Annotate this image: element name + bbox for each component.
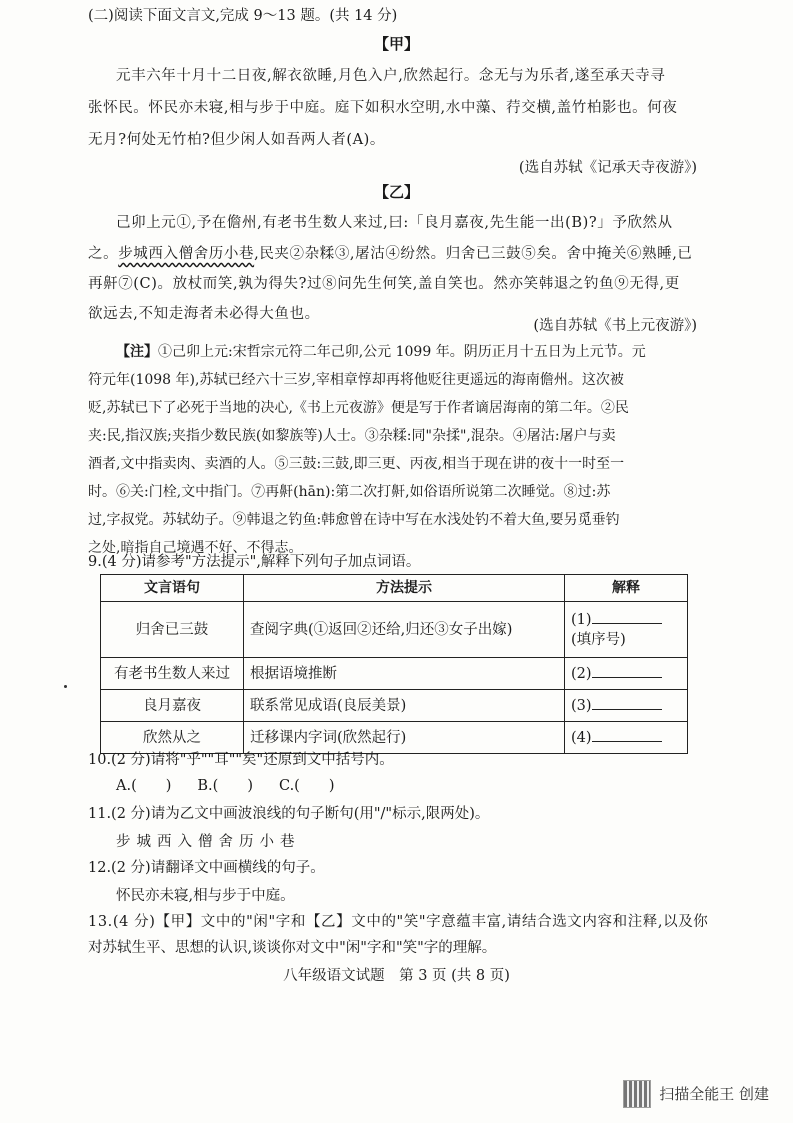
table-row — [101, 690, 688, 722]
q9-header-row — [101, 575, 688, 602]
q10-options — [116, 772, 361, 800]
q9-header-answer: 解释 — [565, 575, 688, 602]
answer-blank[interactable] — [592, 727, 662, 742]
q9-hint-1: 查阅字典(①返回②还给,归还③女子出嫁) — [244, 602, 565, 658]
q9-hint-4: 迁移课内字词(欣然起行) — [244, 722, 565, 754]
q9-answer-3-label: (3) — [571, 698, 592, 714]
page-footer: 八年级语文试题 第 3 页 (共 8 页) — [283, 968, 510, 984]
yi-line-2 — [88, 240, 693, 268]
yi-line-1: 己卯上元①,予在儋州,有老书生数人来过,曰:「良月嘉夜,先生能一出(B)?」予欣然从 — [116, 215, 673, 231]
passage-yi-mark: 【乙】 — [373, 183, 419, 201]
passage-jia-mark: 【甲】 — [373, 35, 419, 53]
yi-line-2-end: ,民夹②杂糅③,屠沽④纷然。归舍已三鼓⑤矣。舍中掩关⑥熟睡,已 — [254, 246, 693, 262]
notes-line-6: 时。⑥关:门栓,文中指门。⑦再鼾(hān):第二次打鼾,如俗语所说第二次睡觉。⑧过:苏 — [88, 484, 611, 500]
q11-sentence[interactable]: 步城西入僧舍历小巷 — [116, 834, 301, 850]
q10-stem: 10.(2 分)请将"乎""耳""矣"还原到文中括号内。 — [88, 752, 394, 768]
q13-line-2: 对苏轼生平、思想的认识,谈谈你对文中"闲"字和"笑"字的理解。 — [88, 940, 497, 956]
yi-line-3: 再鼾⑦(C)。放杖而笑,孰为得失?过⑧问先生何笑,盖自笑也。然亦笑韩退之钓鱼⑨无得,更 — [88, 276, 680, 292]
notes-line-2: 符元年(1098 年),苏轼已经六十三岁,宰相章惇却再将他贬往更遥远的海南儋州。这次被 — [88, 372, 624, 388]
table-row — [101, 658, 688, 690]
q9-answer-1-label: (1) — [571, 612, 592, 628]
notes-label: 【注】 — [116, 344, 158, 360]
notes-line-4: 夹:民,指汉族;夹指少数民族(如黎族等)人士。③杂糅:同"杂揉",混杂。④屠沽:屠户与卖 — [88, 428, 616, 444]
q9-answer-2-label: (2) — [571, 666, 592, 682]
answer-blank[interactable] — [592, 663, 662, 678]
yi-line-2-start: 之。 — [88, 246, 119, 262]
notes-line-3: 贬,苏轼已下了必死于当地的决心,《书上元夜游》便是写于作者谪居海南的第二年。②民 — [88, 400, 629, 416]
q10-option-a[interactable]: A.( ) — [116, 778, 172, 794]
q12-stem: 12.(2 分)请翻译文中画横线的句子。 — [88, 860, 325, 876]
q9-answer-1[interactable] — [565, 602, 688, 658]
q10-option-b[interactable]: B.( ) — [197, 778, 253, 794]
q9-stem: 9.(4 分)请参考"方法提示",解释下列句子加点词语。 — [88, 554, 421, 570]
jia-line-1: 元丰六年十月十二日夜,解衣欲睡,月色入户,欣然起行。念无与为乐者,遂至承天寺寻 — [116, 68, 666, 84]
q9-header-hint: 方法提示 — [244, 575, 565, 602]
answer-blank[interactable] — [592, 609, 662, 624]
q9-hint-2: 根据语境推断 — [244, 658, 565, 690]
jia-line-3: 无月?何处无竹柏?但少闲人如吾两人者(A)。 — [88, 132, 386, 148]
notes-line-1 — [116, 338, 646, 366]
scanner-watermark — [623, 1079, 769, 1109]
q9-answer-2[interactable] — [565, 658, 688, 690]
q9-answer-4[interactable] — [565, 722, 688, 754]
q13-line-1: 13.(4 分)【甲】文中的"闲"字和【乙】文中的"笑"字意蕴丰富,请结合选文内容和注释,以及你 — [88, 914, 709, 930]
q9-answer-4-label: (4) — [571, 730, 592, 746]
wavy-underlined-sentence: 步城西入僧舍历小巷 — [118, 246, 255, 262]
q9-sentence-3: 良月嘉夜 — [101, 690, 244, 722]
q9-table — [100, 574, 688, 754]
watermark-text: 扫描全能王 创建 — [659, 1085, 769, 1103]
q9-answer-3[interactable] — [565, 690, 688, 722]
notes-line-1-text: ①己卯上元:宋哲宗元符二年己卯,公元 1099 年。阴历正月十五日为上元节。元 — [158, 344, 646, 360]
qr-code-icon — [623, 1080, 651, 1108]
q9-sentence-4: 欣然从之 — [101, 722, 244, 754]
yi-source: (选自苏轼《书上元夜游》) — [533, 318, 697, 334]
q10-option-c[interactable]: C.( ) — [279, 778, 335, 794]
q9-hint-3: 联系常见成语(良辰美景) — [244, 690, 565, 722]
yi-line-4: 欲远去,不知走海者未必得大鱼也。 — [88, 306, 320, 322]
notes-line-5: 酒者,文中指卖肉、卖酒的人。⑤三鼓:三鼓,即三更、丙夜,相当于现在讲的夜十一时至一 — [88, 456, 625, 472]
notes-line-7: 过,字叔党。苏轼幼子。⑨韩退之钓鱼:韩愈曾在诗中写在水浅处钓不着大鱼,要另觅垂钓 — [88, 512, 620, 528]
q11-stem: 11.(2 分)请为乙文中画波浪线的句子断句(用"/"标示,限两处)。 — [88, 806, 490, 822]
q9-sentence-2: 有老书生数人来过 — [101, 658, 244, 690]
section-heading: (二)阅读下面文言文,完成 9～13 题。(共 14 分) — [88, 8, 398, 24]
q9-sentence-1: 归舍已三鼓 — [101, 602, 244, 658]
q9-answer-1-note: (填序号) — [571, 632, 626, 648]
notes-line-8: 之处,暗指自己境遇不好、不得志。 — [88, 540, 303, 556]
jia-line-2: 张怀民。怀民亦未寝,相与步于中庭。庭下如积水空明,水中藻、荇交横,盖竹柏影也。何夜 — [88, 100, 678, 116]
scan-speck — [64, 685, 67, 688]
answer-blank[interactable] — [592, 695, 662, 710]
q9-header-sentence: 文言语句 — [101, 575, 244, 602]
jia-source: (选自苏轼《记承天寺夜游》) — [518, 160, 697, 176]
table-row — [101, 602, 688, 658]
q12-sentence: 怀民亦未寝,相与步于中庭。 — [116, 888, 295, 904]
